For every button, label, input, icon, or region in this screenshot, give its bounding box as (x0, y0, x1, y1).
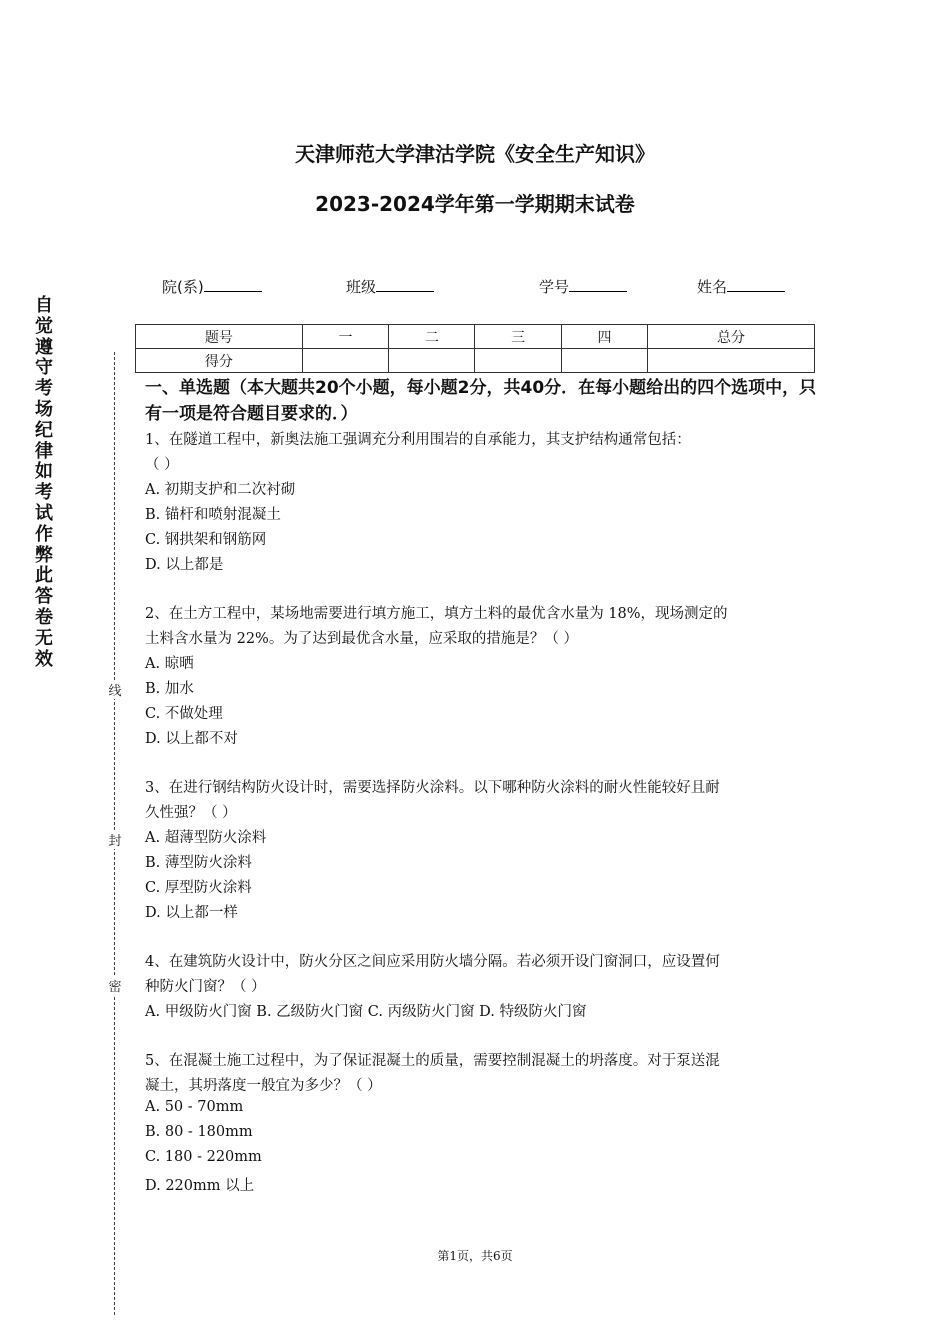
question-4-options: A. 甲级防火门窗 B. 乙级防火门窗 C. 丙级防火门窗 D. 特级防火门窗 (145, 1004, 587, 1020)
question-5-option-a: A. 50 - 70mm (145, 1099, 244, 1115)
score-row-label: 得分 (136, 349, 303, 373)
exam-subtitle: 2023-2024学年第一学期期末试卷 (315, 192, 635, 216)
exam-discipline-notice: 自觉遵守考场纪律如考试作弊此答卷无效 (35, 295, 53, 670)
score-cell[interactable] (475, 349, 561, 373)
question-1-option-c: C. 钢拱架和钢筋网 (145, 532, 267, 548)
score-table-header-row (136, 325, 815, 349)
question-2-option-b: B. 加水 (145, 681, 194, 697)
binding-mark-line: 线 (107, 680, 123, 699)
section-heading: 一、单选题（本大题共20个小题，每小题2分，共40分．在每小题给出的四个选项中，只有一项是符合题目要求的．） (145, 378, 817, 424)
name-label: 姓名 (697, 278, 728, 296)
score-header-cell: 题号 (136, 325, 303, 349)
score-cell[interactable] (389, 349, 475, 373)
department-label: 院(系) (162, 278, 204, 296)
name-blank[interactable] (727, 277, 785, 292)
class-label: 班级 (346, 278, 377, 296)
question-5-option-d: D. 220mm 以上 (145, 1178, 255, 1194)
score-header-cell: 二 (389, 325, 475, 349)
question-2-option-c: C. 不做处理 (145, 706, 223, 722)
score-cell[interactable] (561, 349, 647, 373)
question-1-text: 1、在隧道工程中，新奥法施工强调充分利用围岩的自承能力，其支护结构通常包括： (145, 432, 691, 448)
question-1-text: （ ） (145, 457, 179, 473)
question-3-text: 3、在进行钢结构防火设计时，需要选择防火涂料。以下哪种防火涂料的耐火性能较好且耐 (145, 780, 720, 796)
question-1-option-b: B. 锚杆和喷射混凝土 (145, 507, 281, 523)
score-header-cell: 三 (475, 325, 561, 349)
question-2-text: 土料含水量为 22%。为了达到最优含水量，应采取的措施是？（ ） (145, 631, 578, 647)
score-header-cell: 一 (302, 325, 388, 349)
score-header-cell: 总分 (648, 325, 815, 349)
class-blank[interactable] (376, 277, 434, 292)
question-5-option-b: B. 80 - 180mm (145, 1124, 253, 1140)
question-3-text: 久性强？（ ） (145, 805, 237, 821)
question-1-option-d: D. 以上都是 (145, 557, 224, 573)
page-number: 第1页，共6页 (437, 1249, 513, 1263)
score-table (135, 324, 815, 373)
question-5-text: 5、在混凝土施工过程中，为了保证混凝土的质量，需要控制混凝土的坍落度。对于泵送混 (145, 1053, 720, 1069)
student-id-field (539, 276, 627, 297)
student-id-label: 学号 (539, 278, 570, 296)
question-5-text: 凝土，其坍落度一般宜为多少？（ ） (145, 1078, 382, 1094)
score-header-cell: 四 (561, 325, 647, 349)
question-4-text: 4、在建筑防火设计中，防火分区之间应采用防火墙分隔。若必须开设门窗洞口，应设置何 (145, 954, 720, 970)
class-field (346, 276, 434, 297)
question-3-option-c: C. 厚型防火涂料 (145, 880, 252, 896)
score-cell[interactable] (302, 349, 388, 373)
question-2-text: 2、在土方工程中，某场地需要进行填方施工，填方土料的最优含水量为 18%，现场测定的 (145, 606, 728, 622)
question-4-text: 种防火门窗？（ ） (145, 979, 266, 995)
question-1-option-a: A. 初期支护和二次衬砌 (145, 482, 296, 498)
question-3-option-a: A. 超薄型防火涂料 (145, 830, 267, 846)
binding-mark-seal: 封 (107, 830, 123, 849)
question-3-option-b: B. 薄型防火涂料 (145, 855, 252, 871)
name-field (697, 276, 785, 297)
question-3-option-d: D. 以上都一样 (145, 905, 238, 921)
score-table-score-row (136, 349, 815, 373)
exam-title: 天津师范大学津沽学院《安全生产知识》 (295, 142, 655, 166)
student-id-blank[interactable] (569, 277, 627, 292)
question-5-option-c: C. 180 - 220mm (145, 1149, 262, 1165)
question-2-option-d: D. 以上都不对 (145, 731, 238, 747)
score-cell[interactable] (648, 349, 815, 373)
question-2-option-a: A. 晾晒 (145, 656, 194, 672)
binding-mark-secret: 密 (107, 976, 123, 995)
department-field (162, 276, 262, 297)
department-blank[interactable] (204, 277, 262, 292)
